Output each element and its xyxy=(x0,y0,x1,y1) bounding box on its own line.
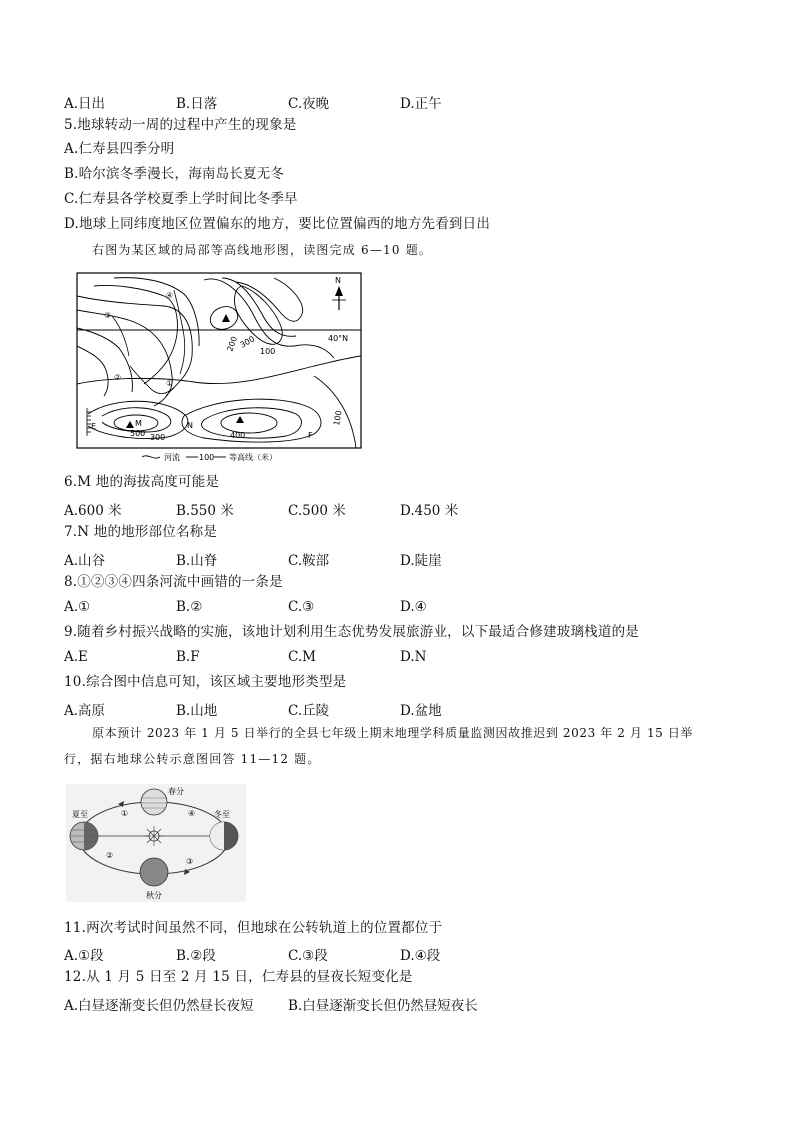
label-spring: 春分 xyxy=(168,787,184,796)
river-label-2: ② xyxy=(114,373,122,382)
q6-option-c[interactable]: C.500 米 xyxy=(288,503,346,519)
segment-1: ① xyxy=(121,809,129,818)
label-m: M xyxy=(135,419,142,428)
q6-option-d[interactable]: D.450 米 xyxy=(400,503,459,519)
q5-option-d[interactable]: D.地球上同纬度地区位置偏东的地方，要比位置偏西的地方先看到日出 xyxy=(64,216,491,232)
q11-option-d[interactable]: D.④段 xyxy=(400,948,441,964)
contour-value-100-upper: 100 xyxy=(260,347,276,356)
q7-option-b[interactable]: B.山脊 xyxy=(176,553,218,569)
label-e: E xyxy=(91,422,97,431)
q9-stem: 9.随着乡村振兴战略的实施，该地计划利用生态优势发展旅游业，以下最适合修建玻璃栈道的是 xyxy=(64,624,639,640)
q10-option-c[interactable]: C.丘陵 xyxy=(288,703,330,719)
earth-winter-icon xyxy=(210,822,238,850)
q6-option-a[interactable]: A.600 米 xyxy=(64,503,122,519)
contour-lines-upper xyxy=(77,278,334,406)
q5-option-c[interactable]: C.仁寿县各学校夏季上学时间比冬季早 xyxy=(64,191,298,207)
contour-value-300: 300 xyxy=(150,433,166,442)
north-label: N xyxy=(335,276,341,285)
q4-option-a[interactable]: A.日出 xyxy=(64,96,106,112)
lat-label: 40°N xyxy=(328,334,349,343)
q10-option-d[interactable]: D.盆地 xyxy=(400,703,442,719)
q10-option-a[interactable]: A.高原 xyxy=(64,703,106,719)
intro-11-12-line1: 原本预计 2023 年 1 月 5 日举行的全县七年级上期末地理学科质量监测因故推迟到 2023 年 2 月 15 日举 xyxy=(92,726,694,740)
q10-stem: 10.综合图中信息可知，该区域主要地形类型是 xyxy=(64,674,347,690)
label-winter: 冬至 xyxy=(214,810,230,819)
intro-11-12-line2: 行，据右地球公转示意图回答 11—12 题。 xyxy=(64,752,321,766)
earth-spring-icon xyxy=(141,789,167,815)
q5-stem: 5.地球转动一周的过程中产生的现象是 xyxy=(64,117,297,133)
q9-option-d[interactable]: D.N xyxy=(400,649,427,665)
river-label-1: ① xyxy=(166,379,174,388)
north-arrow-icon xyxy=(332,286,346,310)
q7-stem: 7.N 地的地形部位名称是 xyxy=(64,524,218,540)
legend-river: 河流 xyxy=(164,453,180,462)
intro-6-10: 右图为某区域的局部等高线地形图，读图完成 6—10 题。 xyxy=(92,243,433,257)
contour-lines-lower xyxy=(77,356,361,448)
earth-summer-icon xyxy=(70,822,98,850)
peak-south-icon xyxy=(236,416,244,423)
river-label-3: ③ xyxy=(104,311,112,320)
map-frame xyxy=(77,273,361,448)
contour-value-500: 500 xyxy=(130,429,146,438)
q10-option-b[interactable]: B.山地 xyxy=(176,703,218,719)
q7-option-d[interactable]: D.陡崖 xyxy=(400,553,442,569)
earth-autumn-icon xyxy=(140,858,168,886)
q6-stem: 6.M 地的海拔高度可能是 xyxy=(64,474,220,490)
q5-option-a[interactable]: A.仁寿县四季分明 xyxy=(64,141,175,157)
q11-option-b[interactable]: B.②段 xyxy=(176,948,216,964)
q7-option-c[interactable]: C.鞍部 xyxy=(288,553,330,569)
contour-value-100-right: 100 xyxy=(332,409,344,427)
orbit-diagram xyxy=(66,784,246,902)
q9-option-c[interactable]: C.M xyxy=(288,649,316,665)
q12-option-b[interactable]: B.白昼逐渐变长但仍然昼短夜长 xyxy=(288,998,478,1014)
q9-option-b[interactable]: B.F xyxy=(176,649,200,665)
q7-option-a[interactable]: A.山谷 xyxy=(64,553,106,569)
q12-option-a[interactable]: A.白昼逐渐变长但仍然昼长夜短 xyxy=(64,998,254,1014)
legend-contour: 等高线（米） xyxy=(229,453,277,462)
legend-river-icon xyxy=(142,456,160,458)
contour-map xyxy=(74,266,364,466)
q12-stem: 12.从 1 月 5 日至 2 月 15 日，仁寿县的昼夜长短变化是 xyxy=(64,969,413,985)
contour-value-300-upper: 300 xyxy=(238,334,257,350)
peak-m-icon xyxy=(126,421,134,428)
label-summer: 夏至 xyxy=(72,810,88,819)
contour-value-200: 200 xyxy=(225,335,240,353)
q9-option-a[interactable]: A.E xyxy=(64,649,88,665)
q8-option-a[interactable]: A.① xyxy=(64,599,91,615)
q4-option-b[interactable]: B.日落 xyxy=(176,96,218,112)
legend xyxy=(142,452,277,462)
peak-icon xyxy=(222,314,230,322)
q5-option-b[interactable]: B.哈尔滨冬季漫长，海南岛长夏无冬 xyxy=(64,166,285,182)
legend-contour-value: 100 xyxy=(199,453,215,462)
river-label-4: ④ xyxy=(166,291,174,300)
q11-option-c[interactable]: C.③段 xyxy=(288,948,328,964)
q8-option-b[interactable]: B.② xyxy=(176,599,203,615)
segment-3: ③ xyxy=(186,857,194,866)
q4-option-d[interactable]: D.正午 xyxy=(400,96,442,112)
sun-icon xyxy=(144,826,164,846)
contour-value-400: 400 xyxy=(230,431,246,440)
label-autumn: 秋分 xyxy=(146,891,162,900)
q6-option-b[interactable]: B.550 米 xyxy=(176,503,234,519)
q8-option-c[interactable]: C.③ xyxy=(288,599,315,615)
q8-stem: 8.①②③④四条河流中画错的一条是 xyxy=(64,574,283,590)
segment-2: ② xyxy=(106,851,114,860)
q8-option-d[interactable]: D.④ xyxy=(400,599,427,615)
q11-stem: 11.两次考试时间虽然不同，但地球在公转轨道上的位置都位于 xyxy=(64,920,443,936)
q4-option-c[interactable]: C.夜晚 xyxy=(288,96,330,112)
label-n: N xyxy=(187,421,193,430)
segment-4: ④ xyxy=(188,809,196,818)
label-f: F xyxy=(308,431,313,440)
q11-option-a[interactable]: A.①段 xyxy=(64,948,104,964)
